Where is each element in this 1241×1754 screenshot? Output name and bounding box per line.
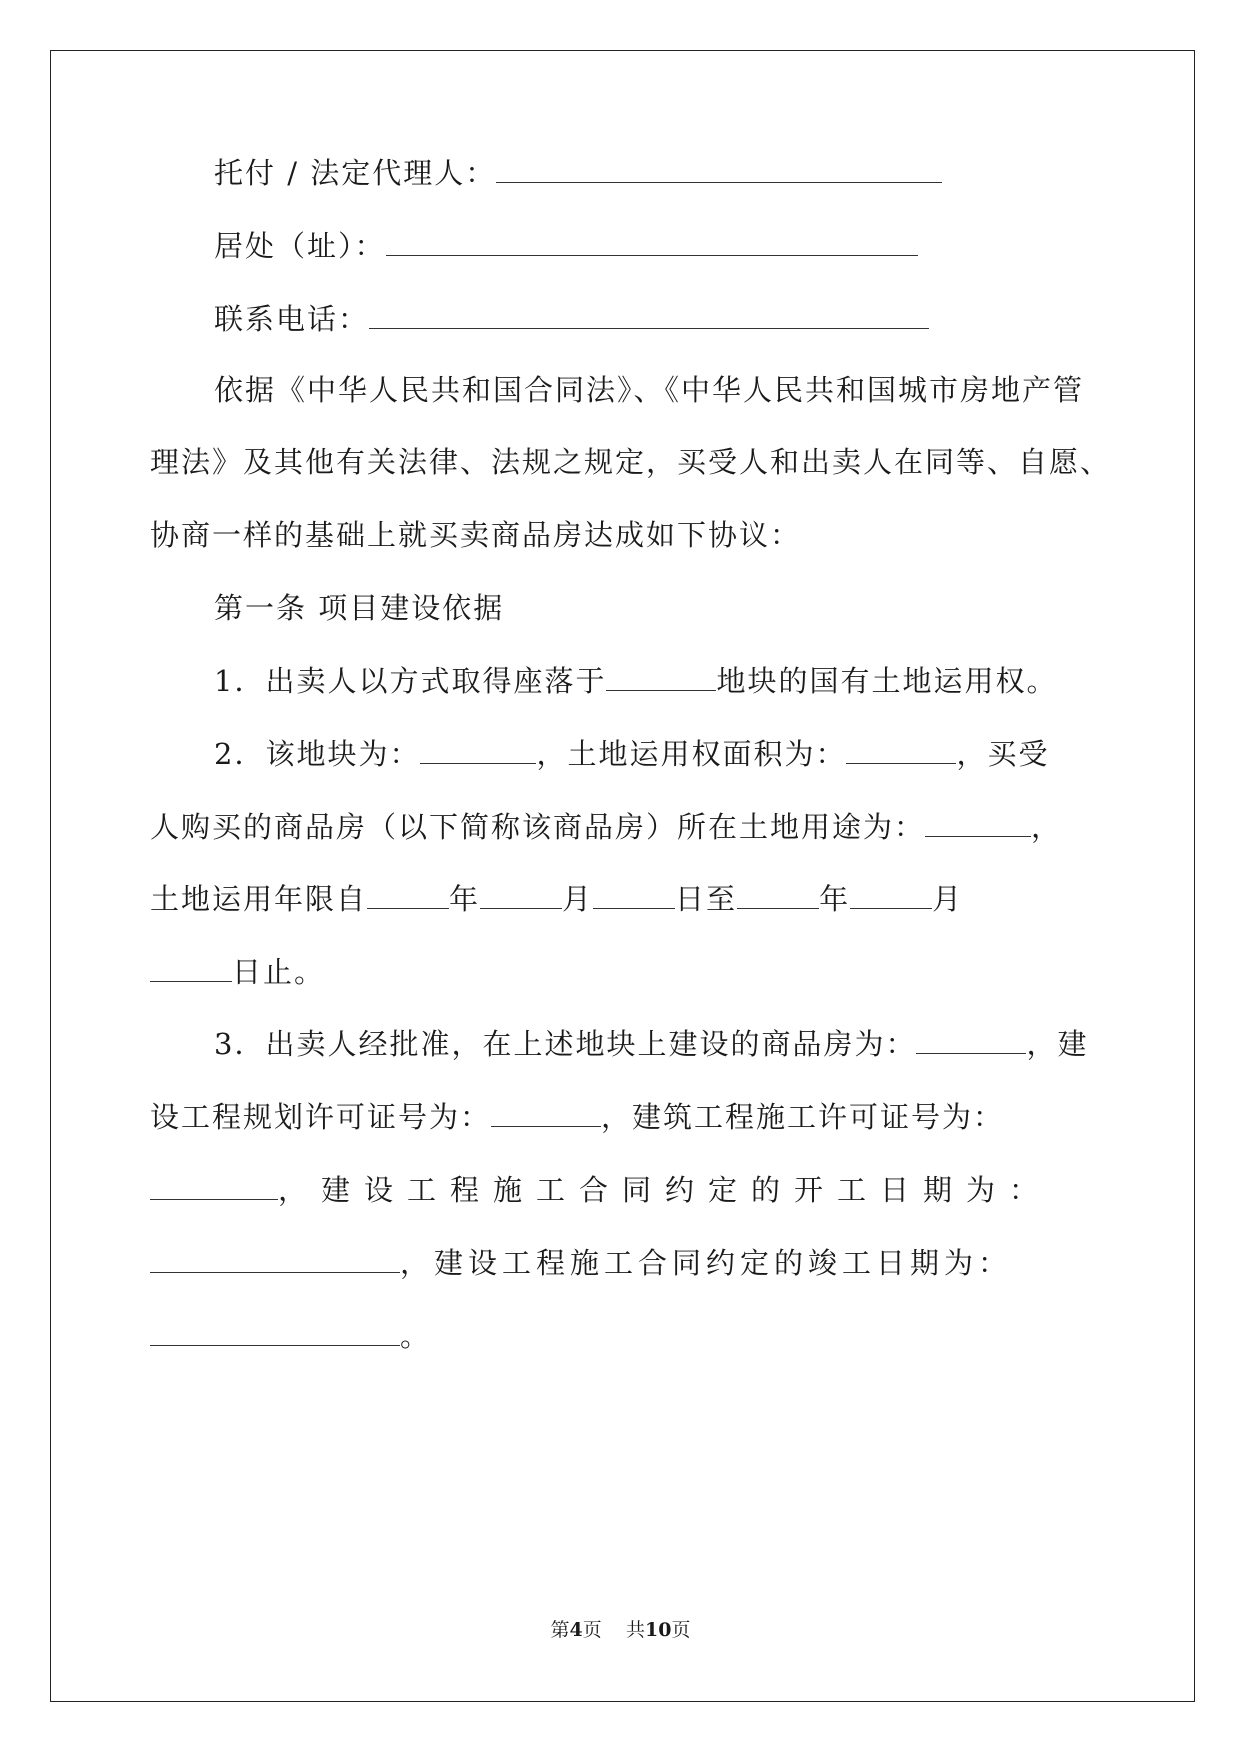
total-label: 共 (625, 1619, 645, 1641)
construction-permit-blank[interactable] (150, 1169, 278, 1200)
text-l8a: 1．出卖人以方式取得座落于 (214, 664, 607, 698)
text-l12: 日止。 (232, 955, 326, 989)
total-unit: 页 (671, 1619, 691, 1641)
text-l8b: 地块的国有土地运用权。 (716, 664, 1058, 698)
clause-2-cont (150, 806, 1110, 847)
text-l11f: 月 (932, 882, 964, 916)
clause-2 (214, 733, 1174, 774)
paragraph-line (214, 370, 1174, 410)
agent-line (214, 152, 1174, 193)
page-unit: 页 (582, 1619, 602, 1641)
clause-3 (214, 1023, 1174, 1064)
agent-label: 托付 / 法定代理人： (214, 156, 497, 190)
land-use-blank[interactable] (925, 806, 1031, 837)
text-l11b: 年 (449, 882, 481, 916)
text-l16: ，建设工程施工合同约定的竣工日期为： (400, 1246, 1013, 1280)
text-l7: 第一条 项目建设依据 (214, 591, 505, 625)
text-l13a: 3．出卖人经批准，在上述地块上建设的商品房为： (214, 1027, 917, 1061)
land-term-end (150, 951, 1110, 992)
agent-blank[interactable] (496, 152, 942, 183)
planning-permit-blank[interactable] (491, 1096, 601, 1127)
land-term-line (150, 878, 1110, 919)
page-label: 第 (550, 1619, 570, 1641)
page-footer (0, 1618, 1241, 1642)
address-blank[interactable] (386, 225, 918, 256)
phone-label: 联系电话： (214, 302, 370, 336)
completion-date-line (150, 1242, 1110, 1283)
total-pages: 10 (644, 1619, 672, 1641)
plot-location-blank[interactable] (606, 660, 716, 691)
text-l14a: 设工程规划许可证号为： (150, 1100, 492, 1134)
paragraph-line (150, 442, 1110, 482)
text-l17: 。 (400, 1319, 432, 1353)
end-day-blank[interactable] (150, 951, 232, 982)
paragraph-line (150, 515, 1110, 555)
building-blank[interactable] (916, 1023, 1026, 1054)
text-l9b: ，土地运用权面积为： (536, 737, 847, 771)
completion-end (150, 1315, 1110, 1356)
text-l5: 理法》及其他有关法律、法规之规定，买受人和出卖人在同等、自愿、 (150, 445, 1112, 479)
text-l11a: 土地运用年限自 (150, 882, 368, 916)
text-l14b: ，建筑工程施工许可证号为： (601, 1100, 1005, 1134)
completion-date-blank[interactable] (150, 1315, 400, 1346)
phone-blank[interactable] (369, 298, 929, 329)
address-line (214, 225, 1174, 266)
address-label: 居处（址）： (214, 229, 386, 263)
land-area-blank[interactable] (846, 733, 956, 764)
page-number: 4 (569, 1619, 583, 1641)
text-l4: 依据《中华人民共和国合同法》、《中华人民共和国城市房地产管 (214, 373, 1085, 407)
start-year-blank[interactable] (367, 878, 449, 909)
text-l9a: 2．该地块为： (214, 737, 421, 771)
start-month-blank[interactable] (480, 878, 562, 909)
start-day-blank[interactable] (593, 878, 675, 909)
text-l10b: ， (1031, 810, 1063, 844)
text-l9c: ，买受 (956, 737, 1050, 771)
end-year-blank[interactable] (737, 878, 819, 909)
text-l11c: 月 (562, 882, 594, 916)
text-l6: 协商一样的基础上就买卖商品房达成如下协议： (150, 518, 802, 552)
section-heading (214, 588, 1174, 628)
text-l10a: 人购买的商品房（以下简称该商品房）所在土地用途为： (150, 810, 926, 844)
text-l15: ，建设工程施工合同约定的开工日期为： (278, 1173, 1053, 1207)
text-l13b: ，建 (1026, 1027, 1089, 1061)
start-date-line (150, 1169, 1110, 1210)
phone-line (214, 298, 1174, 339)
text-l11d: 日至 (675, 882, 738, 916)
clause-3-cont (150, 1096, 1110, 1137)
clause-1 (214, 660, 1174, 701)
end-month-blank[interactable] (850, 878, 932, 909)
text-l11e: 年 (819, 882, 851, 916)
start-date-blank[interactable] (150, 1242, 400, 1273)
plot-type-blank[interactable] (420, 733, 536, 764)
